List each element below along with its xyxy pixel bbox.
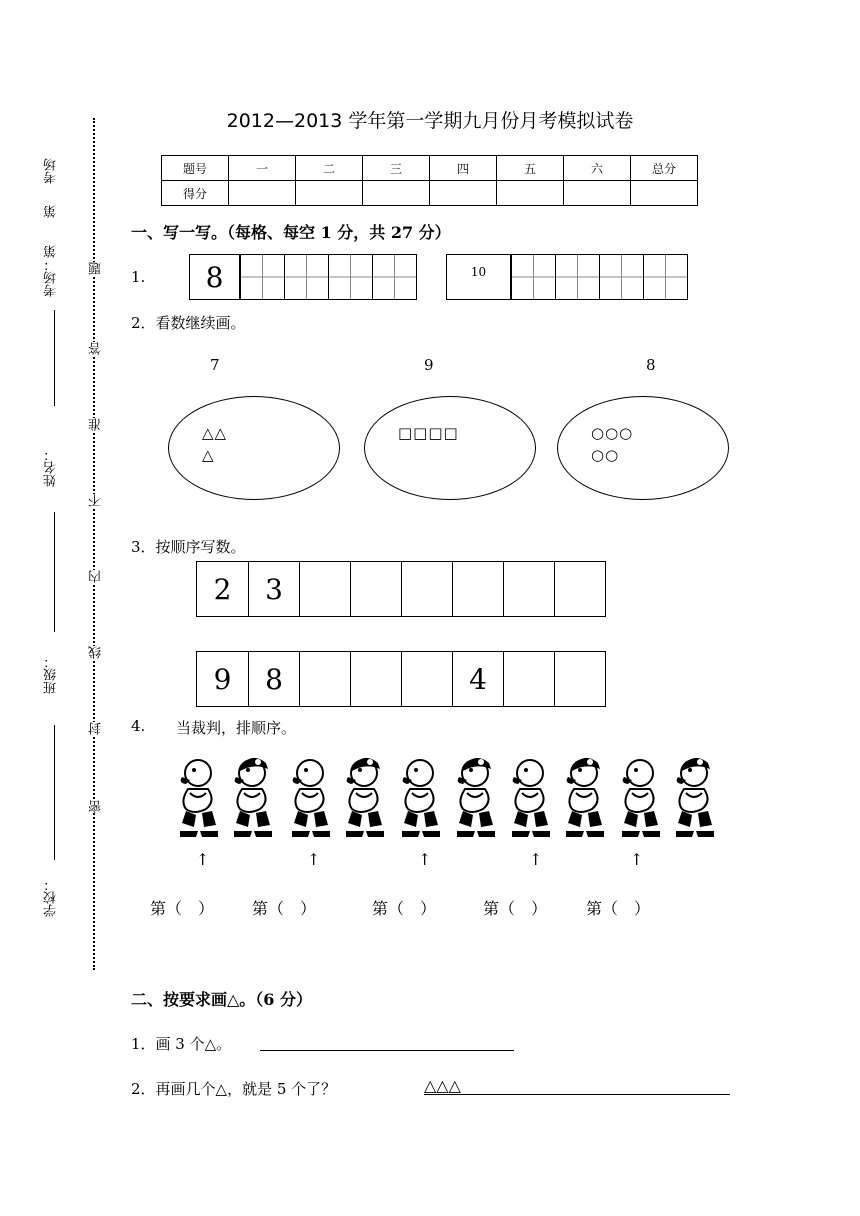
- sequence-cell[interactable]: [350, 562, 401, 616]
- section2-heading: 二、按要求画△。（6 分）: [131, 990, 313, 1009]
- shape-row: ○○○: [591, 424, 634, 442]
- sequence-cell: 2: [213, 572, 232, 606]
- up-arrow-icon: ↑: [529, 850, 543, 869]
- shape-row: □□□□: [398, 424, 459, 442]
- shape-row: △: [202, 446, 215, 464]
- up-arrow-icon: ↑: [307, 850, 321, 869]
- score-table: [161, 155, 698, 206]
- order-answer[interactable]: 第（ ）: [483, 899, 548, 918]
- margin-exam-room: 考场: [44, 158, 59, 184]
- margin-class: 班级：: [44, 655, 59, 694]
- answer-line[interactable]: [260, 1050, 514, 1051]
- sequence-cell[interactable]: [401, 562, 452, 616]
- q4-text: 当裁判，排顺序。: [176, 719, 297, 737]
- oval-shapes: [398, 422, 459, 444]
- writing-cell[interactable]: [555, 255, 599, 299]
- drawing-oval[interactable]: [557, 396, 729, 500]
- score-header-cell: 四: [430, 156, 497, 181]
- seal-char: 不: [89, 494, 104, 507]
- score-header-cell: 一: [229, 156, 296, 181]
- seal-char: 内: [89, 570, 104, 583]
- sequence-cell[interactable]: [401, 652, 452, 706]
- duck-icon: [176, 753, 220, 839]
- duck-cap-icon: [453, 753, 497, 839]
- margin-line: [54, 725, 55, 860]
- score-cell[interactable]: [296, 181, 363, 206]
- q1-label: 1.: [131, 268, 146, 286]
- sequence-cell[interactable]: [554, 562, 605, 616]
- duck-cap-icon: [562, 753, 606, 839]
- score-header-cell: 六: [564, 156, 631, 181]
- sequence-cell[interactable]: [452, 562, 503, 616]
- seal-char: 线: [89, 646, 104, 659]
- q2-number: 9: [424, 356, 434, 374]
- seal-char: 封: [89, 722, 104, 735]
- grid-start-digit: 8: [190, 255, 240, 299]
- score-header-cell: 三: [363, 156, 430, 181]
- duck-icon: [508, 753, 552, 839]
- up-arrow-icon: ↑: [630, 850, 644, 869]
- up-arrow-icon: ↑: [418, 850, 432, 869]
- sequence-row-1: [196, 561, 606, 617]
- duck-icon: [398, 753, 442, 839]
- score-value-row: [162, 181, 698, 206]
- drawing-oval[interactable]: [168, 396, 340, 500]
- score-cell[interactable]: [497, 181, 564, 206]
- score-row-label: 得分: [162, 181, 229, 206]
- writing-grid-1: [189, 254, 417, 300]
- writing-cell[interactable]: [511, 255, 555, 299]
- score-cell[interactable]: [363, 181, 430, 206]
- order-answer[interactable]: 第（ ）: [586, 899, 651, 918]
- sequence-cell[interactable]: [554, 652, 605, 706]
- shape-row: ○○: [591, 446, 620, 464]
- sequence-cell[interactable]: [299, 652, 350, 706]
- margin-school: 学校：: [44, 878, 59, 917]
- s2-q1: 1．画 3 个△。: [131, 1035, 232, 1053]
- score-cell[interactable]: [229, 181, 296, 206]
- sequence-row-2: [196, 651, 606, 707]
- q2-label: 2．看数继续画。: [131, 314, 246, 332]
- seal-char: 准: [89, 418, 104, 431]
- s2-q2: 2．再画几个△，就是 5 个了？: [131, 1080, 337, 1098]
- sequence-cell: 8: [248, 652, 299, 706]
- oval-shapes: [202, 422, 227, 466]
- writing-cell[interactable]: [328, 255, 372, 299]
- sequence-cell: 4: [452, 652, 503, 706]
- order-answer[interactable]: 第（ ）: [150, 899, 215, 918]
- margin-no: 第: [44, 205, 59, 218]
- margin-line: [54, 310, 55, 406]
- score-cell[interactable]: [430, 181, 497, 206]
- writing-cell[interactable]: [284, 255, 328, 299]
- writing-cell[interactable]: [240, 255, 284, 299]
- writing-cell[interactable]: [643, 255, 687, 299]
- score-header-cell: 五: [497, 156, 564, 181]
- seal-char: 答: [89, 342, 104, 355]
- answer-line[interactable]: [424, 1094, 730, 1095]
- oval-shapes: [591, 422, 633, 466]
- order-answer[interactable]: 第（ ）: [252, 899, 317, 918]
- section1-heading: 一、写一写。（每格、每空 1 分，共 27 分）: [131, 223, 451, 242]
- grid-start-digit: 10: [447, 255, 511, 299]
- shape-row: △△: [202, 424, 228, 442]
- seal-char: 题: [89, 262, 104, 275]
- sequence-cell[interactable]: [503, 562, 554, 616]
- score-header-row: [162, 156, 698, 181]
- drawing-oval[interactable]: [364, 396, 536, 500]
- q2-number: 8: [646, 356, 656, 374]
- up-arrow-icon: ↑: [196, 850, 210, 869]
- sequence-cell[interactable]: [350, 652, 401, 706]
- duck-cap-icon: [342, 753, 386, 839]
- sequence-cell[interactable]: [299, 562, 350, 616]
- page-title: 2012—2013 学年第一学期九月份月考模拟试卷: [226, 110, 634, 132]
- duck-cap-icon: [230, 753, 274, 839]
- duck-cap-icon: [672, 753, 716, 839]
- sequence-cell[interactable]: [503, 652, 554, 706]
- margin-line: [54, 512, 55, 632]
- score-header-cell: 二: [296, 156, 363, 181]
- sequence-cell: 3: [248, 562, 299, 616]
- s2-q2-given-triangles: △△△: [424, 1076, 461, 1095]
- q4-label: 4.: [131, 717, 146, 735]
- writing-cell[interactable]: [599, 255, 643, 299]
- seal-char: 密: [89, 800, 104, 813]
- writing-grid-2: [446, 254, 688, 300]
- q3-label: 3．按顺序写数。: [131, 538, 246, 556]
- score-cell[interactable]: [631, 181, 698, 206]
- binding-dotted-line: [93, 118, 95, 970]
- order-answer[interactable]: 第（ ）: [372, 899, 437, 918]
- sequence-cell: 9: [213, 662, 232, 696]
- score-header-cell: 总分: [631, 156, 698, 181]
- duck-icon: [618, 753, 662, 839]
- writing-cell[interactable]: [372, 255, 416, 299]
- score-header-cell: 题号: [162, 156, 229, 181]
- q2-number: 7: [210, 356, 220, 374]
- margin-name: 姓名：: [44, 448, 59, 487]
- duck-icon: [288, 753, 332, 839]
- score-cell[interactable]: [564, 181, 631, 206]
- margin-exam-room-no: 考场：第: [44, 245, 59, 297]
